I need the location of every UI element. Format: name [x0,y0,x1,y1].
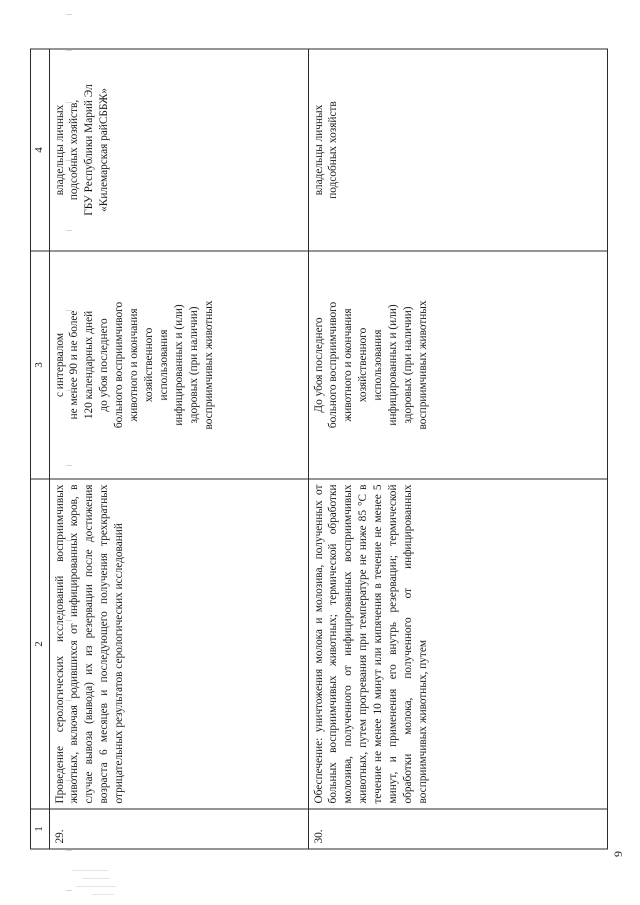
column-number-row [31,49,50,849]
responsible-line: владельцы личных [312,104,325,195]
term-line: использования [157,329,170,400]
term-line: использования [372,329,385,400]
responsible-line: ГБУ Республики Марий Эл [83,83,96,216]
row-responsible [308,49,607,251]
term-line: больного восприимчивого [327,301,340,428]
row-number: 30. [308,809,607,849]
column-number-4: 4 [31,49,50,251]
term-line: животного и окончания [342,307,355,422]
term-line: инфицированных и (или) [387,303,400,426]
term-line: здоровых (при наличии) [401,305,414,424]
term-line: здоровых (при наличии) [187,305,200,424]
term-line: хозяйственного [142,327,155,402]
term-line: инфицированных и (или) [172,303,185,426]
row-term [49,251,308,479]
term-line: восприимчивых животных [416,299,429,430]
term-line: больного восприимчивого [113,301,126,428]
table-row [49,49,308,849]
row-measure-text: Обеспечение: уничтожения молока и молозива, полученных от больных восприимчивых животных; термической обработки молозива, полученного от инфицированных восприимчивых животных, путем прогревания при температуре не ниже 85 °C в течение не менее 10 минут или кипячения в течение не менее 5 минут, и применения его внутрь резервации; термической обработки молока, полученного от инфицированных восприимчивых животных, путем [308,479,607,809]
responsible-line: владельцы личных [53,104,66,195]
column-number-2: 2 [31,479,50,809]
page-number: 9 [611,851,625,857]
measures-table [30,48,608,849]
term-line: до убоя последнего [98,317,111,412]
row-measure-text: Проведение серологических исследований восприимчивых животных, включая родившихся от инфицированных коров, в случае вывоза (вывода) их из резервации после достижения возраста 6 месяцев и последующего получения трехкратных отрицательных результатов серологических исследований [49,479,308,809]
responsible-line: «Килемарская райСББЖ» [98,87,111,212]
column-number-3: 3 [31,251,50,479]
term-line: не менее 90 и не более [68,310,81,419]
term-line: хозяйственного [357,327,370,402]
term-line: До убоя последнего [312,316,325,413]
table-row [308,49,607,849]
row-responsible [49,49,308,251]
row-term [308,251,607,479]
responsible-line: подсобных хозяйств [327,100,340,199]
column-number-1: 1 [31,809,50,849]
responsible-line: подсобных хозяйств, [68,99,81,200]
term-line: животного и окончания [128,307,141,422]
term-line: восприимчивых животных [202,299,215,430]
row-number: 29. [49,809,308,849]
term-line: с интервалом [53,332,66,397]
term-line: 120 календарных дней [83,310,96,419]
